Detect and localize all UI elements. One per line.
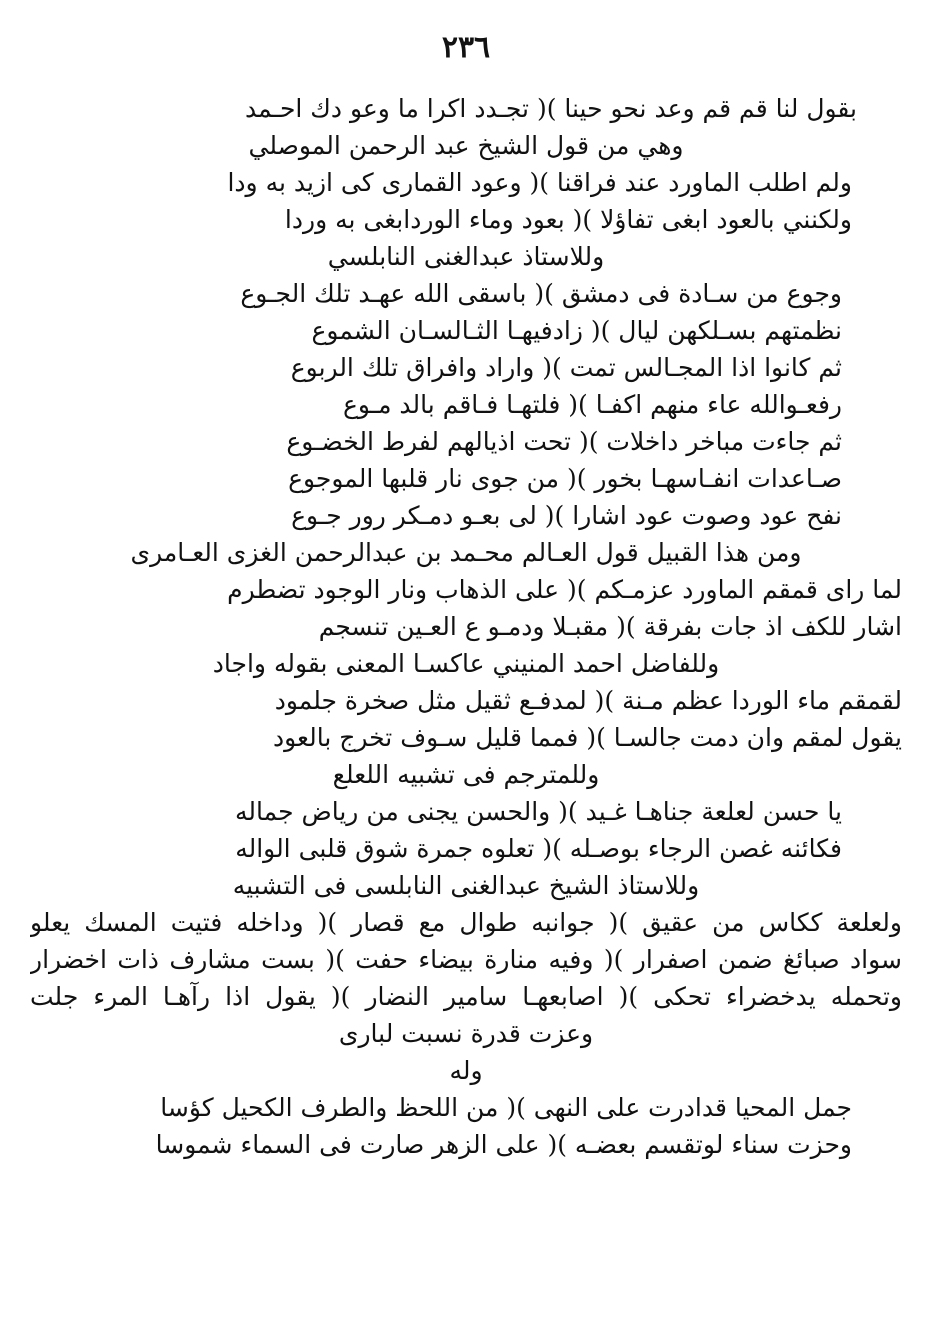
verse-line: وتحمله يدخضراء تحكى )( اصابعهـا سامير النضار )( يقول اذا رآهـا المرء جلت xyxy=(30,982,902,1011)
text-body xyxy=(30,90,902,1163)
verse-line: اشار للكف اذ جات بفرقة )( مقبـلا ودمـو ع العـين تنسجم xyxy=(318,612,902,641)
verse-line: بقول لنا قم قم وعد نحو حينا )( تجـدد اكرا ما وعو دك احـمد xyxy=(245,94,857,123)
verse-line: ولعلعة ككاس من عقيق )( جوانبه طوال مع قصار )( وداخله فتيت المسك يعلو xyxy=(30,908,902,937)
verse-line: وحزت سناء لوتقسم بعضـه )( على الزهر صارت فى السماء شموسا xyxy=(155,1130,852,1159)
verse-line: ولكنني بالعود ابغى تفاؤلا )( بعود وماء الوردابغى به وردا xyxy=(284,205,852,234)
verse-line: نفح عود وصوت عود اشارا )( لى بعـو دمـكر رور جـوع xyxy=(291,501,842,530)
verse-line: يقول لمقم وان دمت جالسـا )( فمما قليل سـوف تخرج بالعود xyxy=(272,723,902,752)
verse-line: جمل المحيا قدادرت على النهى )( من اللحظ والطرف الكحيل كؤسا xyxy=(160,1093,852,1122)
verse-line: لما راى قمقم الماورد عزمـكم )( على الذهاب ونار الوجود تضطرم xyxy=(227,575,902,604)
verse-line: ولم اطلب الماورد عند فراقنا )( وعود القمارى كى ازيد به ودا xyxy=(227,168,852,197)
heading-line: وهي من قول الشيخ عبد الرحمن الموصلي xyxy=(248,131,684,160)
verse-line: ثم جاءت مباخر داخلات )( تحت اذيالهم لفرط الخضـوع xyxy=(286,427,842,456)
page-number: ٢٣٦ xyxy=(441,30,491,65)
verse-line: لقمقم ماء الوردا عظم مـنة )( لمدفـع ثقيل مثل صخرة جلمود xyxy=(274,686,902,715)
verse-line: سواد صبائغ ضمن اصفرار )( وفيه منارة بيضاء حفت )( بست مشارف ذات اخضرار xyxy=(30,945,902,974)
verse-line: صـاعدات انفـاسهـا بخور )( من جوى نار قلبها الموجوع xyxy=(288,464,842,493)
verse-line: نظمتهم بسـلكهن ليال )( زادفيهـا الثـالسـان الشموع xyxy=(311,316,842,345)
heading-line: ومن هذا القبيل قول العـالم محـمد بن عبدالرحمن الغزى العـامرى xyxy=(130,538,802,567)
heading-line: وعزت قدرة نسبت لبارى xyxy=(338,1019,594,1048)
verse-line: يا حسن لعلعة جناهـا غـيد )( والحسن يجنى من رياض جماله xyxy=(235,797,842,826)
heading-line: وللمترجم فى تشبيه اللعلع xyxy=(332,760,600,789)
verse-line: وجوع من سـادة فى دمشق )( باسقى الله عهـد تلك الجـوع xyxy=(240,279,842,308)
heading-line: وللفاضل احمد المنيني عاكسـا المعنى بقوله واجاد xyxy=(212,649,720,678)
heading-line: وللاستاذ الشيخ عبدالغنى النابلسى فى التشبيه xyxy=(232,871,700,900)
verse-line: رفعـوالله عاء منهم اكفـا )( فلتهـا فـاقم بالد مـوع xyxy=(342,390,842,419)
verse-line: فكائنه غصن الرجاء بوصـله )( تعلوه جمرة شوق قلبى الواله xyxy=(235,834,842,863)
heading-line: وله xyxy=(449,1056,483,1085)
heading-line: وللاستاذ عبدالغنى النابلسي xyxy=(327,242,605,271)
verse-line: ثم كانوا اذا المجـالس تمت )( واراد وافراق تلك الربوع xyxy=(290,353,842,382)
